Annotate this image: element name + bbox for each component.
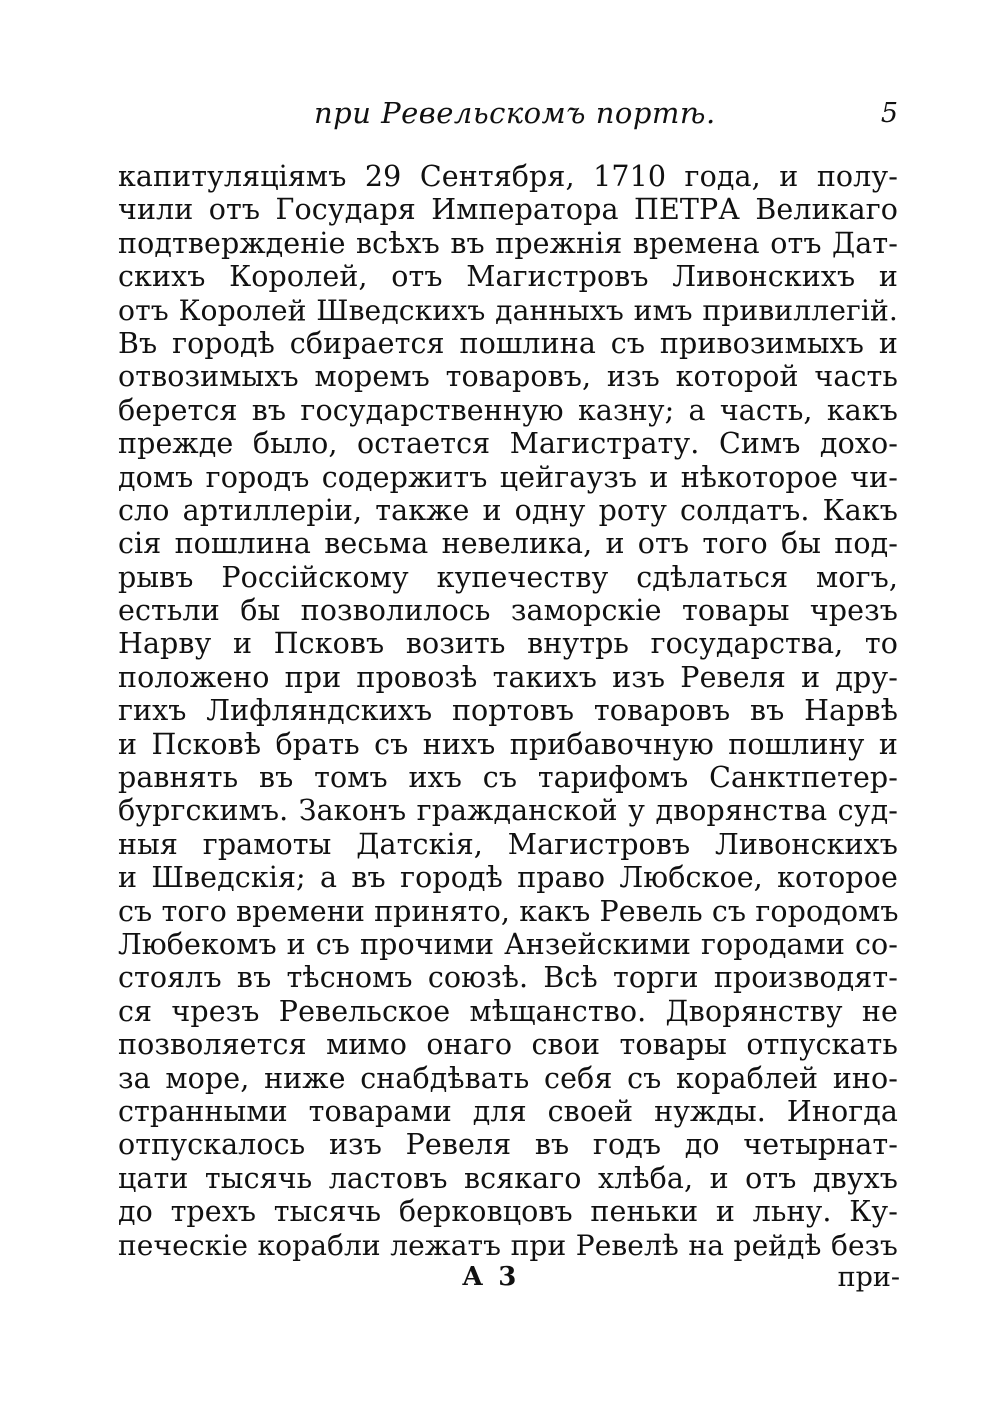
text-line: стоялъ въ тѣсномъ союзѣ. Всѣ торги производят- <box>118 961 898 995</box>
text-line: ныя грамоты Датскія, Магистровъ Ливонскихъ <box>118 827 898 861</box>
running-header <box>118 96 902 136</box>
text-line: за море, ниже снабдѣвать себя съ кораблей ино- <box>118 1061 898 1095</box>
running-title: при Ревельскомъ портѣ. <box>314 96 716 130</box>
text-line: скихъ Королей, отъ Магистровъ Ливонскихъ и <box>118 260 898 294</box>
text-line: капитуляціямъ 29 Сентября, 1710 года, и полу- <box>118 160 898 193</box>
text-line: печескіе корабли лежатъ при Ревелѣ на рейдѣ безъ <box>118 1228 898 1262</box>
text-line: сія пошлина весьма невелика, и отъ того бы под- <box>118 527 898 561</box>
text-line: цати тысячь ластовъ всякаго хлѣба, и отъ двухъ <box>118 1161 898 1195</box>
text-line: естьли бы позволилось заморскіе товары чрезъ <box>118 594 898 628</box>
text-line: съ того времени принято, какъ Ревель съ городомъ <box>118 894 899 928</box>
text-line: сло артиллеріи, также и одну роту солдатъ. Какъ <box>118 493 898 527</box>
text-line: позволяется мимо онаго свои товары отпускать <box>118 1028 898 1062</box>
text-line: и Шведскія; а въ городѣ право Любское, которое <box>118 861 898 895</box>
text-line: ся чрезъ Ревельское мѣщанство. Дворянству не <box>118 994 898 1028</box>
text-line: подтвержденіе всѣхъ въ прежнія времена отъ Дат- <box>118 226 898 260</box>
text-line: отвозимыхъ моремъ товаровъ, изъ которой часть <box>118 360 898 394</box>
text-line: и Псковѣ брать съ нихъ прибавочную пошлину и <box>118 727 898 761</box>
signature-mark: А 3 <box>462 1262 520 1292</box>
page-footer <box>118 1262 902 1298</box>
text-line: отъ Королей Шведскихъ данныхъ имъ привиллегій. <box>118 293 898 327</box>
text-line: отпускалось изъ Ревеля въ годъ до четырнат- <box>118 1128 898 1162</box>
text-line: гихъ Лифляндскихъ портовъ товаровъ въ Нарвѣ <box>118 694 898 728</box>
text-line: домъ городъ содержитъ цейгаузъ и нѣкоторое чи- <box>118 460 898 494</box>
text-line: странными товарами для своей нужды. Иногда <box>118 1094 898 1128</box>
text-line: бургскимъ. Законъ гражданской у дворянства суд- <box>118 794 898 828</box>
body-text <box>118 160 898 1262</box>
text-line: Любекомъ и съ прочими Анзейскими городами со- <box>118 927 898 961</box>
page-number: 5 <box>880 98 898 129</box>
text-line: прежде было, остается Магистрату. Симъ дохо- <box>118 427 898 461</box>
text-line: берется въ государственную казну; а часть, какъ <box>118 393 898 427</box>
text-line: до трехъ тысячь берковцовъ пеньки и льну. Ку- <box>118 1195 898 1229</box>
text-line: положено при провозѣ такихъ изъ Ревеля и дру- <box>118 660 898 694</box>
text-line: Въ городѣ сбирается пошлина съ привозимыхъ и <box>118 326 898 360</box>
text-line: Нарву и Псковъ возить внутрь государства, то <box>118 627 898 661</box>
text-line: равнять въ томъ ихъ съ тарифомъ Санктпетер- <box>118 761 898 795</box>
text-line: рывъ Россійскому купечеству сдѣлаться могъ, <box>118 560 898 594</box>
catchword: при- <box>837 1262 900 1293</box>
text-line: чили отъ Государя Императора ПЕТРА Великаго <box>118 193 898 227</box>
